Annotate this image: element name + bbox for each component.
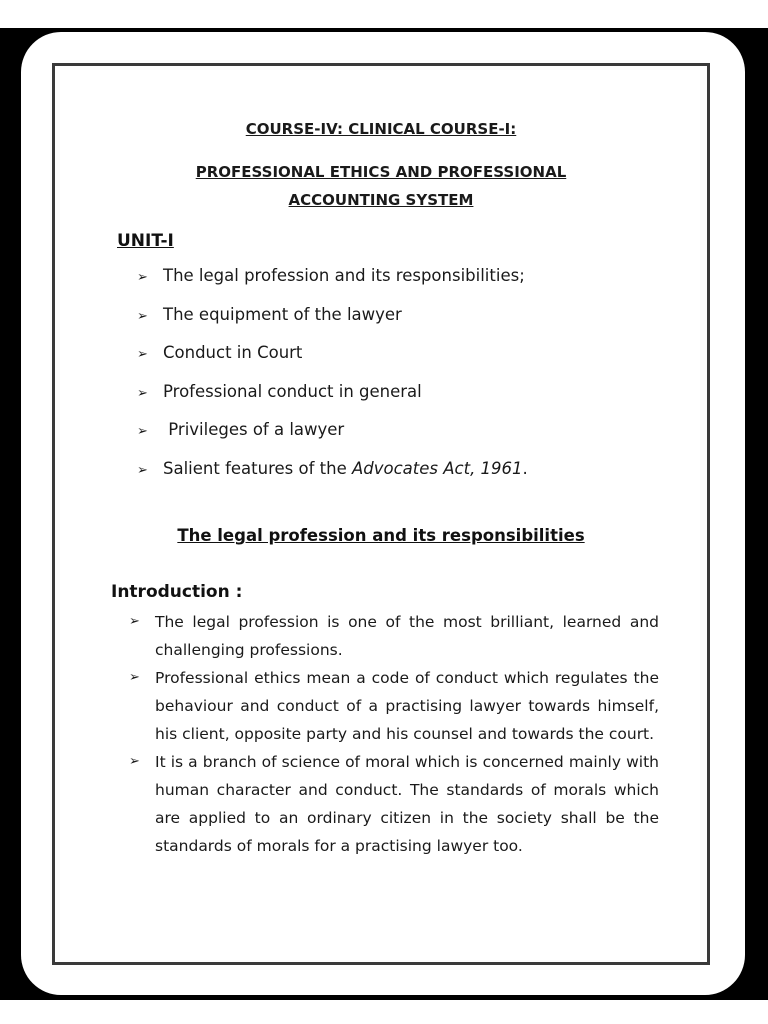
subject-title-line2: ACCOUNTING SYSTEM: [288, 191, 474, 209]
act-name: Advocates Act, 1961: [351, 458, 523, 478]
intro-points: [129, 608, 659, 860]
list-item: ➢ The legal profession is one of the most brilliant, learned and challenging professions.: [129, 608, 659, 664]
list-item: ➢ The legal profession and its responsibilities;: [137, 266, 525, 285]
list-item: ➢ Salient features of the Advocates Act, 1961.: [137, 458, 528, 478]
arrow-bullet-icon: ➢: [129, 754, 140, 769]
subject-title-line1: PROFESSIONAL ETHICS AND PROFESSIONAL: [195, 163, 567, 181]
section-title: The legal profession and its responsibilities: [177, 526, 585, 545]
list-item: ➢ Professional conduct in general: [137, 381, 422, 401]
arrow-bullet-icon: ➢: [137, 424, 148, 439]
arrow-bullet-icon: ➢: [137, 270, 148, 285]
unit-topic-list: [137, 266, 528, 497]
arrow-bullet-icon: ➢: [137, 308, 148, 324]
list-item: ➢ It is a branch of science of moral which is concerned mainly with human character and conduct. The standards of morals which are applied to an ordinary citizen in the society shall be the standards of morals for a practising lawyer too.: [129, 748, 659, 860]
list-item: ➢ Conduct in Court: [137, 343, 303, 362]
list-item: ➢ The equipment of the lawyer: [137, 304, 402, 324]
list-item: ➢ Privileges of a lawyer: [137, 420, 345, 439]
arrow-bullet-icon: ➢: [137, 462, 148, 478]
course-title: COURSE-IV: CLINICAL COURSE-I:: [245, 120, 517, 138]
arrow-bullet-icon: ➢: [137, 347, 148, 362]
arrow-bullet-icon: ➢: [137, 385, 148, 401]
document-page: [52, 63, 710, 965]
arrow-bullet-icon: ➢: [129, 614, 140, 629]
list-item: ➢ Professional ethics mean a code of conduct which regulates the behaviour and conduct of a practising lawyer towards himself, his client, opposite party and his counsel and towards the court.: [129, 664, 659, 748]
unit-heading: UNIT-I: [117, 231, 174, 251]
intro-heading: Introduction :: [111, 582, 243, 602]
arrow-bullet-icon: ➢: [129, 670, 140, 685]
